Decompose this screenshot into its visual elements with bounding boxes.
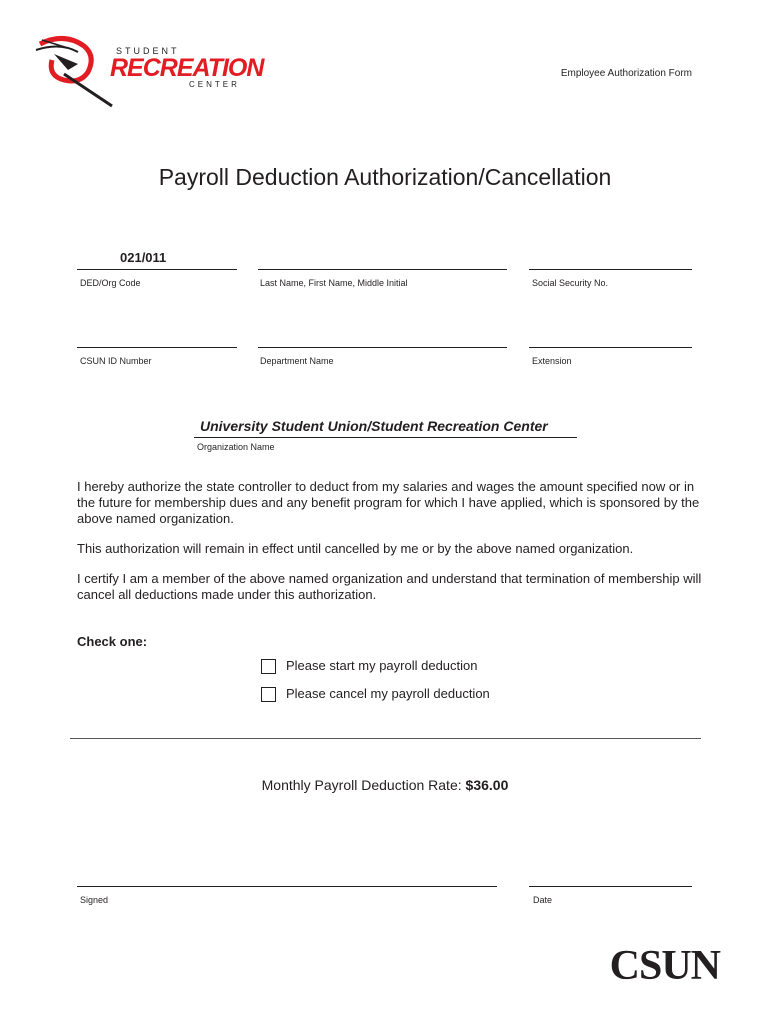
ded-org-code-line <box>77 269 237 270</box>
date-line[interactable] <box>529 886 692 887</box>
ssn-label: Social Security No. <box>532 278 609 288</box>
logo-student-text: STUDENT <box>116 46 180 56</box>
section-divider <box>70 738 701 739</box>
cancel-deduction-checkbox[interactable] <box>261 687 276 702</box>
extension-label: Extension <box>532 356 572 366</box>
csun-logo: CSUN <box>609 943 720 989</box>
extension-line <box>529 347 692 348</box>
organization-name-label: Organization Name <box>197 442 275 452</box>
ded-org-code-value[interactable]: 021/011 <box>120 250 167 265</box>
department-line <box>258 347 507 348</box>
organization-line <box>194 437 577 438</box>
ded-org-code-label: DED/Org Code <box>80 278 141 288</box>
monthly-rate <box>0 777 770 793</box>
duration-paragraph: This authorization will remain in effect until cancelled by me or by the above named organization. <box>77 541 634 556</box>
signed-label: Signed <box>80 895 109 905</box>
start-deduction-label: Please start my payroll deduction <box>286 658 478 673</box>
signature-line[interactable] <box>77 886 497 887</box>
cancel-deduction-label: Please cancel my payroll deduction <box>286 686 490 701</box>
monthly-rate-label: Monthly Payroll Deduction Rate: <box>261 777 462 793</box>
certification-paragraph: I certify I am a member of the above named organization and understand that termination of membership will cancel all deductions made under this authorization. <box>77 571 702 602</box>
start-deduction-checkbox[interactable] <box>261 659 276 674</box>
logo-center-text: CENTER <box>189 80 240 89</box>
check-one-heading: Check one: <box>77 634 148 649</box>
date-label: Date <box>533 895 553 905</box>
student-recreation-center-logo <box>34 34 264 108</box>
logo-recreation-text: RECREATION <box>110 54 264 82</box>
name-line <box>258 269 507 270</box>
form-type-label: Employee Authorization Form <box>560 68 692 79</box>
page-title: Payroll Deduction Authorization/Cancellation <box>158 164 612 190</box>
ssn-line <box>529 269 692 270</box>
organization-name-value: University Student Union/Student Recreation Center <box>200 418 548 434</box>
authorization-paragraph: I hereby authorize the state controller to deduct from my salaries and wages the amount specified now or in the future for membership dues and any benefit program for which I have applied, which is sponsored by the above named organization. <box>77 479 700 526</box>
name-label: Last Name, First Name, Middle Initial <box>260 278 408 288</box>
csun-id-line <box>77 347 237 348</box>
monthly-rate-value: $36.00 <box>465 777 509 793</box>
csun-id-label: CSUN ID Number <box>80 356 152 366</box>
rec-center-swoosh-icon <box>34 34 114 108</box>
department-label: Department Name <box>260 356 334 366</box>
